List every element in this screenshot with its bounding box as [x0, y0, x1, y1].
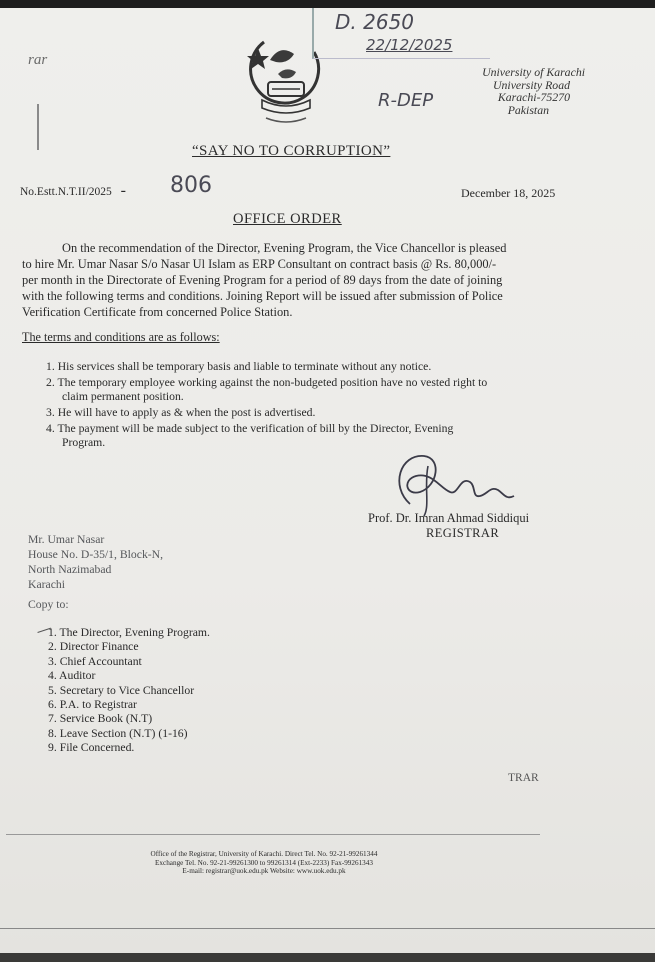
order-paragraph-line: per month in the Directorate of Evening Program for a period of 89 days from the date of joining — [22, 273, 503, 287]
copy-to-label: Copy to: — [28, 598, 69, 611]
addressee-line: North Nazimabad — [28, 563, 112, 576]
footer-rule — [6, 834, 540, 835]
order-paragraph-line: with the following terms and conditions. Joining Report will be issued after submission of Police — [22, 289, 503, 303]
copy-to-item: 8. Leave Section (N.T) (1-16) — [48, 726, 188, 740]
copy-to-item: 6. P.A. to Registrar — [48, 698, 137, 712]
document-page — [0, 8, 655, 953]
copy-to-item: 3. Chief Accountant — [48, 654, 142, 668]
addressee-block — [28, 532, 163, 592]
order-paragraph-line: to hire Mr. Umar Nasar S/o Nasar Ul Islam as ERP Consultant on contract basis @ Rs. 80,000/- — [22, 257, 497, 271]
address-line: University of Karachi — [482, 65, 585, 79]
top-edge — [0, 0, 655, 8]
footer-line: Office of the Registrar, University of Karachi. Direct Tel. No. 92-21-99261344 — [150, 850, 378, 858]
margin-line — [37, 104, 39, 150]
footer-line: Exchange Tel. No. 92-21-99261300 to 99261314 (Ext-2233) Fax-99261343 — [155, 858, 373, 867]
term-item: 3. He will have to apply as & when the post is advertised. — [46, 406, 316, 419]
address-line: University Road — [493, 77, 570, 92]
order-paragraph-line: Verification Certificate from concerned Police Station. — [22, 305, 293, 319]
copy-to-item: 2. Director Finance — [48, 640, 139, 654]
handwritten-order-number: 806 — [170, 173, 212, 198]
addressee-line: House No. D-35/1, Block-N, — [28, 548, 164, 561]
copy-to-item: 1. The Director, Evening Program. — [48, 626, 210, 639]
term-item: claim permanent position. — [62, 390, 184, 403]
address-line: Pakistan — [507, 102, 549, 117]
reference-number — [20, 182, 126, 200]
copy-to-item: 9. File Concerned. — [48, 741, 135, 755]
copy-to-item: 4. Auditor — [48, 669, 96, 683]
footer-contact — [106, 850, 422, 876]
order-paragraph-line: On the recommendation of the Director, Evening Program, the Vice Chancellor is pleased — [62, 241, 507, 255]
terms-heading: The terms and conditions are as follows: — [22, 330, 220, 344]
term-item: Program. — [62, 436, 106, 449]
copy-to-item: 7. Service Book (N.T) — [48, 712, 153, 726]
term-item: 4. The payment will be made subject to the verification of bill by the Director, Evening — [46, 422, 454, 435]
stamp-initials: R-DEP — [378, 90, 434, 111]
stamp-date: 22/12/2025 — [366, 36, 453, 54]
signatory-designation: REGISTRAR — [426, 526, 500, 540]
university-address — [455, 66, 585, 116]
margin-fragment: rar — [28, 52, 48, 68]
copy-to-list — [48, 626, 210, 756]
term-item: 2. The temporary employee working against the non-budgeted position have no vested right to — [46, 376, 488, 389]
slogan: “SAY NO TO CORRUPTION” — [192, 143, 391, 159]
handwritten-signature — [380, 446, 520, 518]
stamp-diary-number: D. 2650 — [335, 10, 415, 34]
copy-to-item: 5. Secretary to Vice Chancellor — [48, 683, 195, 697]
trar-fragment: TRAR — [508, 772, 539, 784]
footer-line: E-mail: registrar@uok.edu.pk Website: www.uok.edu.pk — [182, 867, 346, 876]
document-title: OFFICE ORDER — [233, 211, 342, 227]
signatory-name: Prof. Dr. Imran Ahmad Siddiqui — [368, 511, 530, 525]
term-item: 1. His services shall be temporary basis and liable to terminate without any notice. — [46, 360, 432, 373]
addressee-line: Karachi — [28, 578, 65, 591]
order-date: December 18, 2025 — [461, 186, 556, 200]
reference-text: No.Estt.N.T.II/2025 — [20, 186, 112, 198]
addressee-line: Mr. Umar Nasar — [28, 533, 105, 546]
bottom-rule — [0, 928, 655, 929]
reference-dash: - — [120, 182, 126, 199]
address-line: Karachi-75270 — [497, 90, 570, 105]
